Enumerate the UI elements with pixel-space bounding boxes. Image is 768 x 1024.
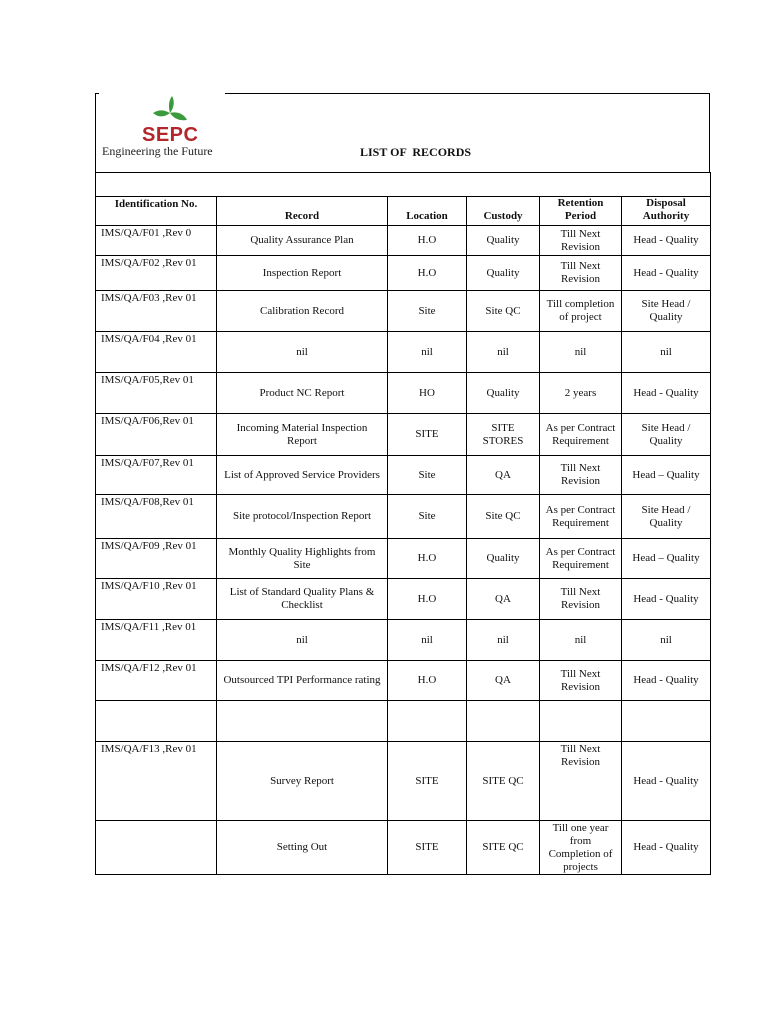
cell-disposal: Head – Quality — [622, 539, 711, 579]
cell-disposal: Head – Quality — [622, 456, 711, 495]
cell-record: Inspection Report — [217, 256, 388, 291]
cell-location: H.O — [388, 226, 467, 256]
cell-retention: Till one year from Completion of projects — [540, 821, 622, 875]
cell-location: Site — [388, 456, 467, 495]
cell-location: SITE — [388, 414, 467, 456]
cell-custody: nil — [467, 332, 540, 373]
cell-disposal: Site Head / Quality — [622, 495, 711, 539]
cell-custody: QA — [467, 456, 540, 495]
cell-location: Site — [388, 495, 467, 539]
cell-disposal: Head - Quality — [622, 742, 711, 821]
column-header-retention: Retention Period — [540, 197, 622, 226]
header-spacer-row — [96, 173, 711, 197]
table-row — [96, 373, 711, 414]
column-header-record: Record — [217, 197, 388, 226]
cell-record: Product NC Report — [217, 373, 388, 414]
cell-record — [217, 701, 388, 742]
cell-location: HO — [388, 373, 467, 414]
cell-location: SITE — [388, 821, 467, 875]
cell-record: List of Approved Service Providers — [217, 456, 388, 495]
cell-disposal: Site Head / Quality — [622, 414, 711, 456]
cell-retention: As per Contract Requirement — [540, 495, 622, 539]
cell-custody: Quality — [467, 539, 540, 579]
cell-id: IMS/QA/F09 ,Rev 01 — [96, 539, 217, 579]
cell-id: IMS/QA/F08,Rev 01 — [96, 495, 217, 539]
cell-disposal: Site Head / Quality — [622, 291, 711, 332]
cell-record: Monthly Quality Highlights from Site — [217, 539, 388, 579]
table-row — [96, 256, 711, 291]
cell-retention: nil — [540, 332, 622, 373]
cell-retention: As per Contract Requirement — [540, 539, 622, 579]
cell-record: nil — [217, 620, 388, 661]
cell-record: Site protocol/Inspection Report — [217, 495, 388, 539]
cell-record: Incoming Material Inspection Report — [217, 414, 388, 456]
cell-id: IMS/QA/F03 ,Rev 01 — [96, 291, 217, 332]
cell-custody: SITE QC — [467, 821, 540, 875]
table-row — [96, 821, 711, 875]
cell-disposal: Head - Quality — [622, 226, 711, 256]
cell-record: Calibration Record — [217, 291, 388, 332]
cell-custody: Quality — [467, 373, 540, 414]
column-header-location: Location — [388, 197, 467, 226]
records-table-body — [96, 226, 711, 875]
cell-retention: Till Next Revision — [540, 226, 622, 256]
cell-id: IMS/QA/F13 ,Rev 01 — [96, 742, 217, 821]
cell-id: IMS/QA/F05,Rev 01 — [96, 373, 217, 414]
table-row — [96, 456, 711, 495]
cell-retention: Till completion of project — [540, 291, 622, 332]
document-header — [95, 93, 710, 172]
cell-custody: QA — [467, 661, 540, 701]
cell-location — [388, 701, 467, 742]
cell-retention: 2 years — [540, 373, 622, 414]
cell-disposal: nil — [622, 620, 711, 661]
table-row — [96, 661, 711, 701]
cell-custody: Quality — [467, 226, 540, 256]
cell-retention: Till Next Revision — [540, 742, 622, 821]
cell-retention: As per Contract Requirement — [540, 414, 622, 456]
cell-disposal: nil — [622, 332, 711, 373]
column-header-custody: Custody — [467, 197, 540, 226]
cell-custody: QA — [467, 579, 540, 620]
cell-record: Outsourced TPI Performance rating — [217, 661, 388, 701]
cell-id — [96, 821, 217, 875]
table-row — [96, 495, 711, 539]
cell-location: H.O — [388, 539, 467, 579]
cell-location: H.O — [388, 579, 467, 620]
table-row — [96, 742, 711, 821]
cell-location: H.O — [388, 256, 467, 291]
cell-custody: Quality — [467, 256, 540, 291]
cell-custody: nil — [467, 620, 540, 661]
cell-retention: Till Next Revision — [540, 456, 622, 495]
table-header-row — [96, 197, 711, 226]
records-document — [95, 93, 710, 880]
cell-id: IMS/QA/F11 ,Rev 01 — [96, 620, 217, 661]
cell-id: IMS/QA/F02 ,Rev 01 — [96, 256, 217, 291]
cell-location: nil — [388, 620, 467, 661]
cell-record: Setting Out — [217, 821, 388, 875]
cell-id: IMS/QA/F12 ,Rev 01 — [96, 661, 217, 701]
cell-id: IMS/QA/F07,Rev 01 — [96, 456, 217, 495]
column-header-id: Identification No. — [96, 197, 217, 226]
logo-tagline: Engineering the Future — [102, 144, 213, 158]
cell-id: IMS/QA/F06,Rev 01 — [96, 414, 217, 456]
page-title: LIST OF RECORDS — [360, 145, 472, 159]
column-header-disposal: Disposal Authority — [622, 197, 711, 226]
cell-retention: Till Next Revision — [540, 256, 622, 291]
table-row — [96, 332, 711, 373]
cell-custody: SITE STORES — [467, 414, 540, 456]
cell-record: Survey Report — [217, 742, 388, 821]
cell-custody: SITE QC — [467, 742, 540, 821]
cell-location: Site — [388, 291, 467, 332]
cell-retention — [540, 701, 622, 742]
cell-disposal: Head - Quality — [622, 661, 711, 701]
cell-record: List of Standard Quality Plans & Checklist — [217, 579, 388, 620]
cell-disposal: Head - Quality — [622, 373, 711, 414]
cell-retention: Till Next Revision — [540, 579, 622, 620]
cell-disposal: Head - Quality — [622, 256, 711, 291]
records-table — [95, 172, 711, 875]
cell-retention: Till Next Revision — [540, 661, 622, 701]
cell-custody — [467, 701, 540, 742]
cell-id: IMS/QA/F04 ,Rev 01 — [96, 332, 217, 373]
cell-disposal: Head - Quality — [622, 579, 711, 620]
cell-location: nil — [388, 332, 467, 373]
cell-disposal — [622, 701, 711, 742]
table-row — [96, 414, 711, 456]
cell-id: IMS/QA/F10 ,Rev 01 — [96, 579, 217, 620]
company-logo — [102, 94, 232, 156]
table-row — [96, 291, 711, 332]
cell-id — [96, 701, 217, 742]
cell-location: H.O — [388, 661, 467, 701]
cell-record: Quality Assurance Plan — [217, 226, 388, 256]
cell-retention: nil — [540, 620, 622, 661]
logo-wordmark: SEPC — [142, 124, 199, 146]
cell-record: nil — [217, 332, 388, 373]
table-row — [96, 701, 711, 742]
cell-custody: Site QC — [467, 291, 540, 332]
table-row — [96, 579, 711, 620]
table-row — [96, 226, 711, 256]
cell-custody: Site QC — [467, 495, 540, 539]
table-row — [96, 539, 711, 579]
cell-disposal: Head - Quality — [622, 821, 711, 875]
table-row — [96, 620, 711, 661]
cell-location: SITE — [388, 742, 467, 821]
cell-id: IMS/QA/F01 ,Rev 0 — [96, 226, 217, 256]
